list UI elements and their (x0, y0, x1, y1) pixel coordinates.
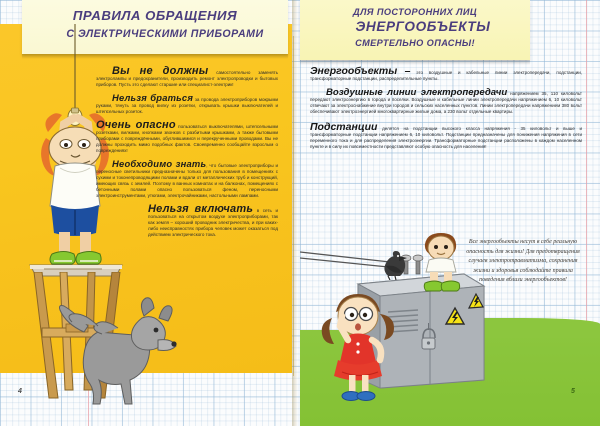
left-block-2-text: пользоваться выключателями, штепсельными розетками, вилками, кнопками звонков с разбитыми крышками, а также бытовыми приборами с повреждёнными, обуглившимися и перекрученными проводами. Вы не должны проходить мимо подобных фактов. Своевременно сообщайте взрослым о повреждениях! (96, 124, 278, 153)
right-block-0 (310, 65, 582, 82)
right-block-2-lead: Подстанции (310, 121, 378, 133)
left-page-number: 4 (18, 388, 22, 395)
right-block-2 (310, 121, 582, 150)
right-page-number: 5 (571, 388, 575, 395)
right-block-2-text: делятся на подстанции высокого класса напряжения - 35 киловольт и выше и трансформаторные подстанции напряжением 6, 10 киловольт. Подстанции предназначены для понижения напряжения в сети переменного тока и для распределения электроэнергии. Трансформаторные подстанции расположены в каждом населенном пункте и в силу их повсеместности представляют особую опасность для населения! (310, 126, 582, 149)
left-block-1-lead: Нельзя браться (112, 92, 194, 103)
girl-in-red-dress-pointing (318, 282, 404, 402)
left-block-4-text: в сеть и пользоваться на открытом воздухе электроприборами, так как земля – хороший проводник электричества, и при каких-либо неисправностях прибора человек может оказаться под действием электрического тока. (148, 208, 278, 237)
right-block-0-lead: Энергообъекты – (310, 65, 411, 77)
left-block-0-text: самостоятельно заменять электролампы и предохранители, производить ремонт электропроводки и бытовых приборов. Пусть это сделают старшие или специалист-электрик! (96, 70, 278, 87)
right-page-title-line1: ДЛЯ ПОСТОРОННИХ ЛИЦ (353, 7, 477, 17)
right-page-warning-note: Все энергообъекты несут в себе реальную опасность для жизни! Для предотвращения случаев электротравматизма, сохранения жизни и здоровья соблюдайте правила поведения вблизи энергообъектов! (466, 239, 580, 284)
left-block-4 (148, 203, 278, 238)
left-block-0 (96, 65, 278, 88)
left-block-1 (96, 92, 278, 115)
right-page-title-line2: ЭНЕРГООБЪЕКТЫ (355, 19, 491, 34)
left-block-3-text: , что бытовые электроприборы и переносные светильники предназначены только для пользования в помещениях с сухими и токонепроводящими полами и вдали от металлических труб и конструкций, имеющих связь с землей. Поэтому в ванных комнатах и на балконах, помещениях с бетонными полами опасно пользоваться феном, переносными электроинструментами, утюгами, электрочайниками, настольными лампами. (96, 163, 278, 198)
left-block-0-lead: Вы не должны (112, 65, 209, 77)
left-block-1-text: за провода электроприборов мокрыми руками, тянуть за провод вилку из розетки, открывать крышки выключателей и штепсельных розеток. (96, 97, 278, 114)
right-page-text-column (310, 65, 582, 155)
grey-dog-jumping (58, 292, 188, 410)
left-page-title-line1: ПРАВИЛА ОБРАЩЕНИЯ (72, 8, 238, 23)
crow-bird-on-substation (374, 250, 414, 280)
right-block-1-text: напряжением 35, 110 киловольт передают электроэнергию в города и поселки. Воздушные и кабельные линии электропередачи напряжением 6, 10 киловольт отвечают за электроснабжение внутри городов и сельских населенных пунктов. Линии электропередачи напряжением 380 вольт обеспечивают электроэнергией многоквартирные жилые дома, а 230 вольт отдельные квартиры. (310, 91, 582, 114)
left-block-4-lead: Нельзя включать (148, 203, 254, 215)
left-block-2-lead: Очень опасно (96, 119, 176, 131)
left-block-2 (96, 119, 278, 154)
left-page-text-column (96, 65, 278, 242)
right-block-1-lead: Воздушные линии электропередачи (326, 87, 508, 98)
right-block-1 (310, 87, 582, 115)
right-block-0-text: это воздушные и кабельные линии электропередачи, подстанции, трансформаторные подстанции, распределительные пункты. (310, 70, 582, 81)
left-page-title-line2: С ЭЛЕКТРИЧЕСКИМИ ПРИБОРАМИ (66, 28, 264, 40)
left-block-3-lead: Необходимо знать (112, 158, 207, 169)
left-block-3 (96, 158, 278, 199)
right-page-title-line3: СМЕРТЕЛЬНО ОПАСНЫ! (355, 38, 475, 48)
